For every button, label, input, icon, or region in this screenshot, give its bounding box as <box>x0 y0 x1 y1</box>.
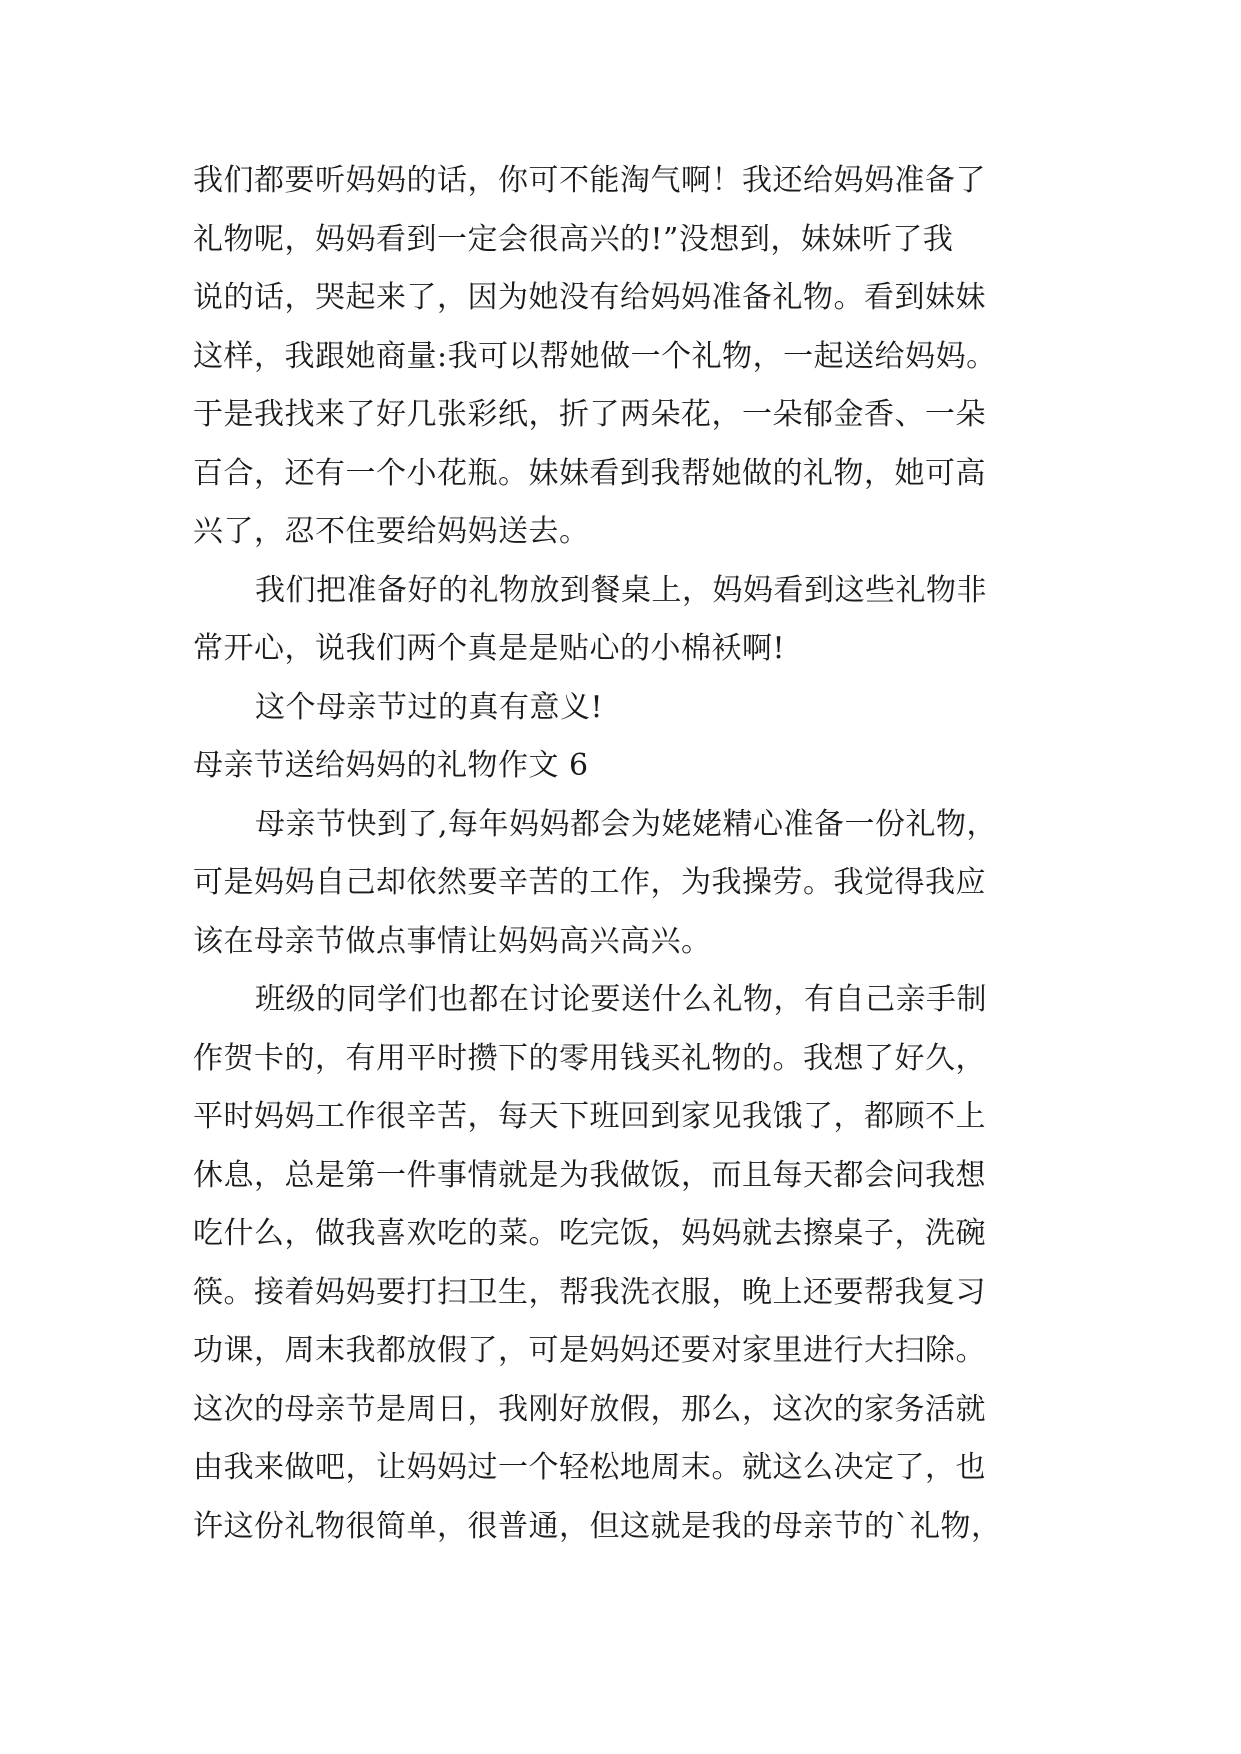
text-line: 作贺卡的，有用平时攒下的零用钱买礼物的。我想了好久， <box>193 1040 986 1076</box>
paragraph-start-line: 我们把准备好的礼物放到餐桌上，妈妈看到这些礼物非 <box>255 572 987 608</box>
text-line: 可是妈妈自己却依然要辛苦的工作，为我操劳。我觉得我应 <box>193 865 986 900</box>
text-line: 说的话，哭起来了，因为她没有给妈妈准备礼物。看到妹妹 <box>193 280 986 315</box>
text-line: 百合，还有一个小花瓶。妹妹看到我帮她做的礼物，她可高 <box>193 455 986 491</box>
text-line: 平时妈妈工作很辛苦，每天下班回到家见我饿了，都顾不上 <box>193 1099 986 1134</box>
text-line: 休息，总是第一件事情就是为我做饭，而且每天都会问我想 <box>193 1157 986 1193</box>
text-line: 我们都要听妈妈的话，你可不能淘气啊！我还给妈妈准备了 <box>193 163 986 198</box>
text-line: 许这份礼物很简单，很普通，但这就是我的母亲节的`礼物， <box>193 1508 1002 1544</box>
text-line: 筷。接着妈妈要打扫卫生，帮我洗衣服，晚上还要帮我复习 <box>193 1274 986 1310</box>
paragraph-start-line: 母亲节快到了,每年妈妈都会为姥姥精心准备一份礼物， <box>255 806 998 842</box>
text-line: 兴了，忍不住要给妈妈送去。 <box>193 514 590 549</box>
section-heading: 母亲节送给妈妈的礼物作文 6 <box>193 748 589 783</box>
text-line: 礼物呢，妈妈看到一定会很高兴的!”没想到，妹妹听了我 <box>193 221 954 257</box>
text-line: 该在母亲节做点事情让妈妈高兴高兴。 <box>193 923 712 959</box>
document-body <box>193 152 1073 1556</box>
paragraph-start-line: 这个母亲节过的真有意义! <box>255 689 604 725</box>
text-line: 功课，周末我都放假了，可是妈妈还要对家里进行大扫除。 <box>193 1333 986 1368</box>
text-line: 吃什么，做我喜欢吃的菜。吃完饭，妈妈就去擦桌子，洗碗 <box>193 1216 986 1251</box>
text-line: 于是我找来了好几张彩纸，折了两朵花，一朵郁金香、一朵 <box>193 397 986 432</box>
text-line: 这样，我跟她商量:我可以帮她做一个礼物，一起送给妈妈。 <box>193 338 997 374</box>
text-line: 常开心，说我们两个真是是贴心的小棉袄啊! <box>193 631 786 666</box>
text-line: 这次的母亲节是周日，我刚好放假，那么，这次的家务活就 <box>193 1391 986 1427</box>
text-line: 由我来做吧，让妈妈过一个轻松地周末。就这么决定了，也 <box>193 1450 986 1485</box>
paragraph-start-line: 班级的同学们也都在讨论要送什么礼物，有自己亲手制 <box>255 982 987 1017</box>
